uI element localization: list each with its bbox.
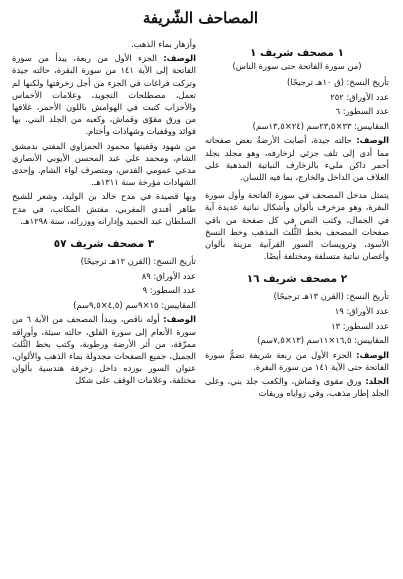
copy-date: تأريخ النسخ: (ق ١٠هـ ترجيحًا) bbox=[287, 77, 389, 87]
description-text: حالته جيدة، أصابت الأرضةُ بعض صفحاته مما أدى إلى تلف جزئي لزخارفه، وهو مجلد بجلد أحمر داكن مليء بالزخارف النباتية المذهبة على الغلاف من الداخل والخارج، بما فيه اللسان. bbox=[205, 135, 389, 182]
dimensions: المقاييس: ١٥×٩سم (٤,٥×٩,٥سم) bbox=[73, 299, 196, 310]
description-label: الوصف: bbox=[163, 314, 196, 325]
line-count: عدد السطور: ٩ bbox=[142, 285, 196, 296]
folio-count: عدد الأوراق: ٢٥٢ bbox=[330, 91, 389, 102]
binding-paragraph bbox=[205, 375, 389, 399]
description-paragraph bbox=[12, 52, 196, 137]
body-paragraph: وبها قصيدة في مدح خالد بن الوليد، وشعر للشيخ طاهر أفندي المغربي، مفتش المكاتب، في مدح السلطان عبد الحميد وإداراته ووزرائه، سنة ١٢٩٨هـ. bbox=[12, 191, 196, 226]
folio-count: عدد الأوراق: ٨٩ bbox=[141, 270, 196, 281]
description-text: أوله ناقص، ويبدأ المصحف من الآية ٦ من سورة الأنعام إلى سورة الفلق، حالته سيئة، وأوراقه ممزّقة، من أثر الأرضة ورطوبة، وكتب بخط الثُّلث الجميل، جميع الصفحات مجدولة بماء الذهب والألوان، عنوان السور بورده داخل زخرفة هندسية بألوان مختلفة، وعلامات الوقف على شكل bbox=[12, 314, 196, 386]
body-paragraph: من شهود وقفيتها محمود الحمزاوي المفتي بدمشق الشام، ومحمد علي عبد المحسن الأيوبي الأنصاري مدعي عمومي القدس، ومتصرف لواء الشام. وإحدى الشهادات مؤرخة سنة ١٣١١هـ. bbox=[12, 140, 196, 188]
description-paragraph bbox=[12, 313, 196, 386]
line-count: عدد السطور: ١٣ bbox=[331, 320, 389, 331]
body-paragraph: يتمثل مدخل المصحف في سورة الفاتحة وأول سورة البقرة، وهو مزخرف بألوان وأشكال نباتية عديدة آية في الجمال، وكتب النص في كل صفحة من باقي صفحات المصحف بخط الثُّلث المذهب وخط النسخ الأسود، وترويسات السور القرآنية مزينة بألوان وأغصان نباتية متسلفة ومختلفة أيضًا. bbox=[205, 190, 389, 262]
folio-count: عدد الأوراق: ١٩ bbox=[334, 306, 389, 316]
left-column bbox=[12, 34, 196, 389]
dimensions: المقاييس: ٣٣×٢٣,٥سم (٢٤×١٣,٥سم) bbox=[252, 120, 389, 131]
copy-date: تأريخ النسخ: (القرن ١٢هـ ترجيحًا) bbox=[80, 256, 196, 267]
continuation-line: وأزهار بماء الذهب. bbox=[131, 39, 196, 49]
entry-title: ٢ مصحف شريف ١٦ bbox=[246, 273, 348, 286]
description-paragraph bbox=[205, 134, 389, 183]
page-title: المصاحف الشّريفة bbox=[142, 9, 259, 27]
binding-label: الجلد: bbox=[365, 376, 389, 387]
copy-date: تأريخ النسخ: (القرن ١٣هـ ترجيحًا) bbox=[273, 291, 389, 302]
entry-title: ٣ مصحف شريف ٥٧ bbox=[53, 238, 155, 251]
entry-2 bbox=[205, 264, 389, 399]
line-count: عدد السطور: ٦ bbox=[335, 106, 389, 117]
description-text: الجزء الأول من ربعة، يبدأ من سورة الفاتحة إلى الآية ١٤١ من سورة البقرة، حالته جيدة وتركت فراغات في الجزء من أجل زخرفتها ولكنها لم تعمل، مصطلحات التجويد، وعلامات الأخماس والأحزاب كتبت في الهوامش باللون الأحمر، غلافها من ورق مقوّى وقماش، وكعبه من الجلد البني. بها فوائد ووقفيات وشهادات وأختام. bbox=[12, 53, 197, 137]
entry-3 bbox=[12, 229, 196, 387]
part-text: الجزء الأول من ربعة شريفة تضمُّ سورة الفاتحة حتى الآية ١٤١ من سورة البقرة. bbox=[205, 349, 389, 372]
description-label: الوصف: bbox=[163, 53, 196, 64]
entry-title: ١ مصحف شريف ١ bbox=[249, 47, 345, 59]
part-paragraph bbox=[205, 349, 389, 373]
binding-text: ورق مقوى وقماش، والكعب جلد بني، وعلى الجلد إطار مذهب، وفي زواياه وريقات bbox=[205, 376, 389, 399]
dimensions: المقاييس: ١٦,٥×١١سم (١٣×٧,٥سم) bbox=[257, 335, 389, 346]
entry-1 bbox=[205, 34, 389, 262]
description-label: الوصف: bbox=[356, 135, 389, 146]
entry-subtitle: (من سورة الفاتحة حتى سورة الناس) bbox=[232, 61, 362, 71]
part-label: الوصف: bbox=[356, 349, 389, 360]
two-column-layout bbox=[12, 34, 389, 402]
right-column bbox=[205, 34, 389, 402]
